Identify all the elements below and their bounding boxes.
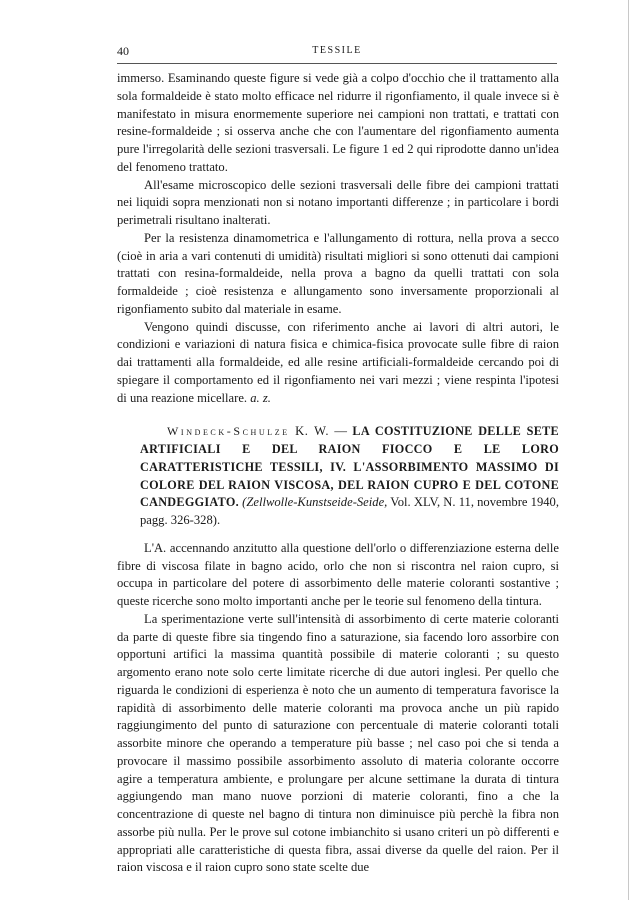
page-number: 40 — [117, 44, 129, 58]
closing-paragraph-text: Vengono quindi discusse, con riferimento anche ai lavori di altri autori, le condizioni e variazioni di natura fisica e chimica-fisica provocate sulle fibre di raion dai trattamenti alla formaldeide, ed alle resine artificiali-formaldeide cercando poi di spiegare il comportamento ed il rigonfiamento nei vari mezzi ; viene respinta l'ipotesi di una reazione micellare. — [117, 319, 559, 405]
paragraph — [117, 319, 559, 408]
review-journal: (Zellwolle-Kunstseide-Seide, — [242, 495, 388, 510]
page-header — [117, 44, 557, 62]
paragraph: Per la resistenza dinamometrica e l'allungamento di rottura, nella prova a secco (cioè in aria a vari contenuti di umidità) risultati migliori si sono ottenuti dai campioni trattati con resina-formaldeide, nella prova a bagno da quelli trattati con sola formaldeide ; cioè resistenza e allungamento sono inversamente proporzionali al rigonfiamento subito dal materiale in esame. — [117, 230, 559, 316]
heading-spacer — [117, 530, 559, 540]
paragraph: L'A. accennando anzitutto alla questione dell'orlo o differenziazione esterna delle fibre di viscosa filate in bagno acido, orlo che non si riscontra nel raion cupro, si occupa in particolare del potere di assorbimento delle materie coloranti sostantive ; queste ricerche sono molto importanti anche per le teorie sul fenomeno della tintura. — [117, 540, 559, 608]
review-citation: Vol. XLV, N. 11, novembre 1940, pagg. 326-328). — [140, 495, 560, 527]
paragraph: immerso. Esaminando queste figure si vede già a colpo d'occhio che il trattamento alla sola formaldeide è stato molto efficace nel ridurre il rigonfiamento, il quale invece si è manifestato in misura enormemente superiore nei campioni non trattati, e trattati con resine-formaldeide ; si osserva anche che con l'aumentare del rigonfiamento aumenta pure l'irregolarità delle sezioni trasversali. Le figure 1 ed 2 qui riprodotte danno un'idea del fenomeno trattato. — [117, 71, 559, 174]
text-column — [117, 70, 559, 877]
review-heading — [117, 423, 559, 530]
section-gap — [117, 407, 559, 423]
review-article-title: LA COSTITUZIONE DELLE SETE ARTIFICIALI E DEL RAION FIOCCO E LE LORO CARATTERISTICHE TESSILI, IV. L'ASSORBIMENTO MASSIMO DI COLORE DEL RAION VISCOSA, DEL RAION CUPRO E DEL COTONE CANDEGGIATO. — [140, 424, 559, 510]
review-authors: Windeck-Schulze — [167, 424, 290, 439]
abstract-signature: a. z. — [250, 390, 271, 405]
review-initials: K. W. — [295, 424, 329, 439]
heading-dash: — — [334, 424, 347, 439]
running-title: TESSILE — [312, 45, 362, 56]
page-edge-line — [628, 0, 629, 900]
paragraph: All'esame microscopico delle sezioni trasversali delle fibre dei campioni trattati nei liquidi sopra menzionati non si notano importanti differenze ; in particolare i bordi perimetrali risultano inalterati. — [117, 177, 559, 227]
header-rule — [117, 63, 557, 64]
paragraph: La sperimentazione verte sull'intensità di assorbimento di certe materie coloranti da parte di queste fibre sia tingendo fino a saturazione, sia facendo loro assorbire con opportuni artifici la massima quantità possibile di materie coloranti ; su questo argomento erano note solo certe limitate ricerche di due autori inglesi. Per quello che riguarda le condizioni di esperienza è noto che un aumento di temperatura favorisce la rapidità di assorbimento delle materie coloranti ma provoca anche un più rapido raggiungimento del punto di saturazione con percentuale di materie coloranti totali assorbite minore che operando a temperature più basse ; nel caso poi che si tenda a provocare il massimo possibile assorbimento assoluto di materia colorante occorre agire a temperatura ambiente, e prolungare per alcune settimane la durata di tintura aggiungendo man mano nuove porzioni di materie coloranti, fino a che la concentrazione di queste nel bagno di tintura non diminuisce più perchè la fibra non assorbe più nulla. Per le prove sul cotone imbianchito si usano criteri un pò differenti e appropriati alle caratteristiche di questa fibra, assai diverse da quelle del raion. Per il raion viscosa e il raion cupro sono state scelte due — [117, 611, 559, 875]
